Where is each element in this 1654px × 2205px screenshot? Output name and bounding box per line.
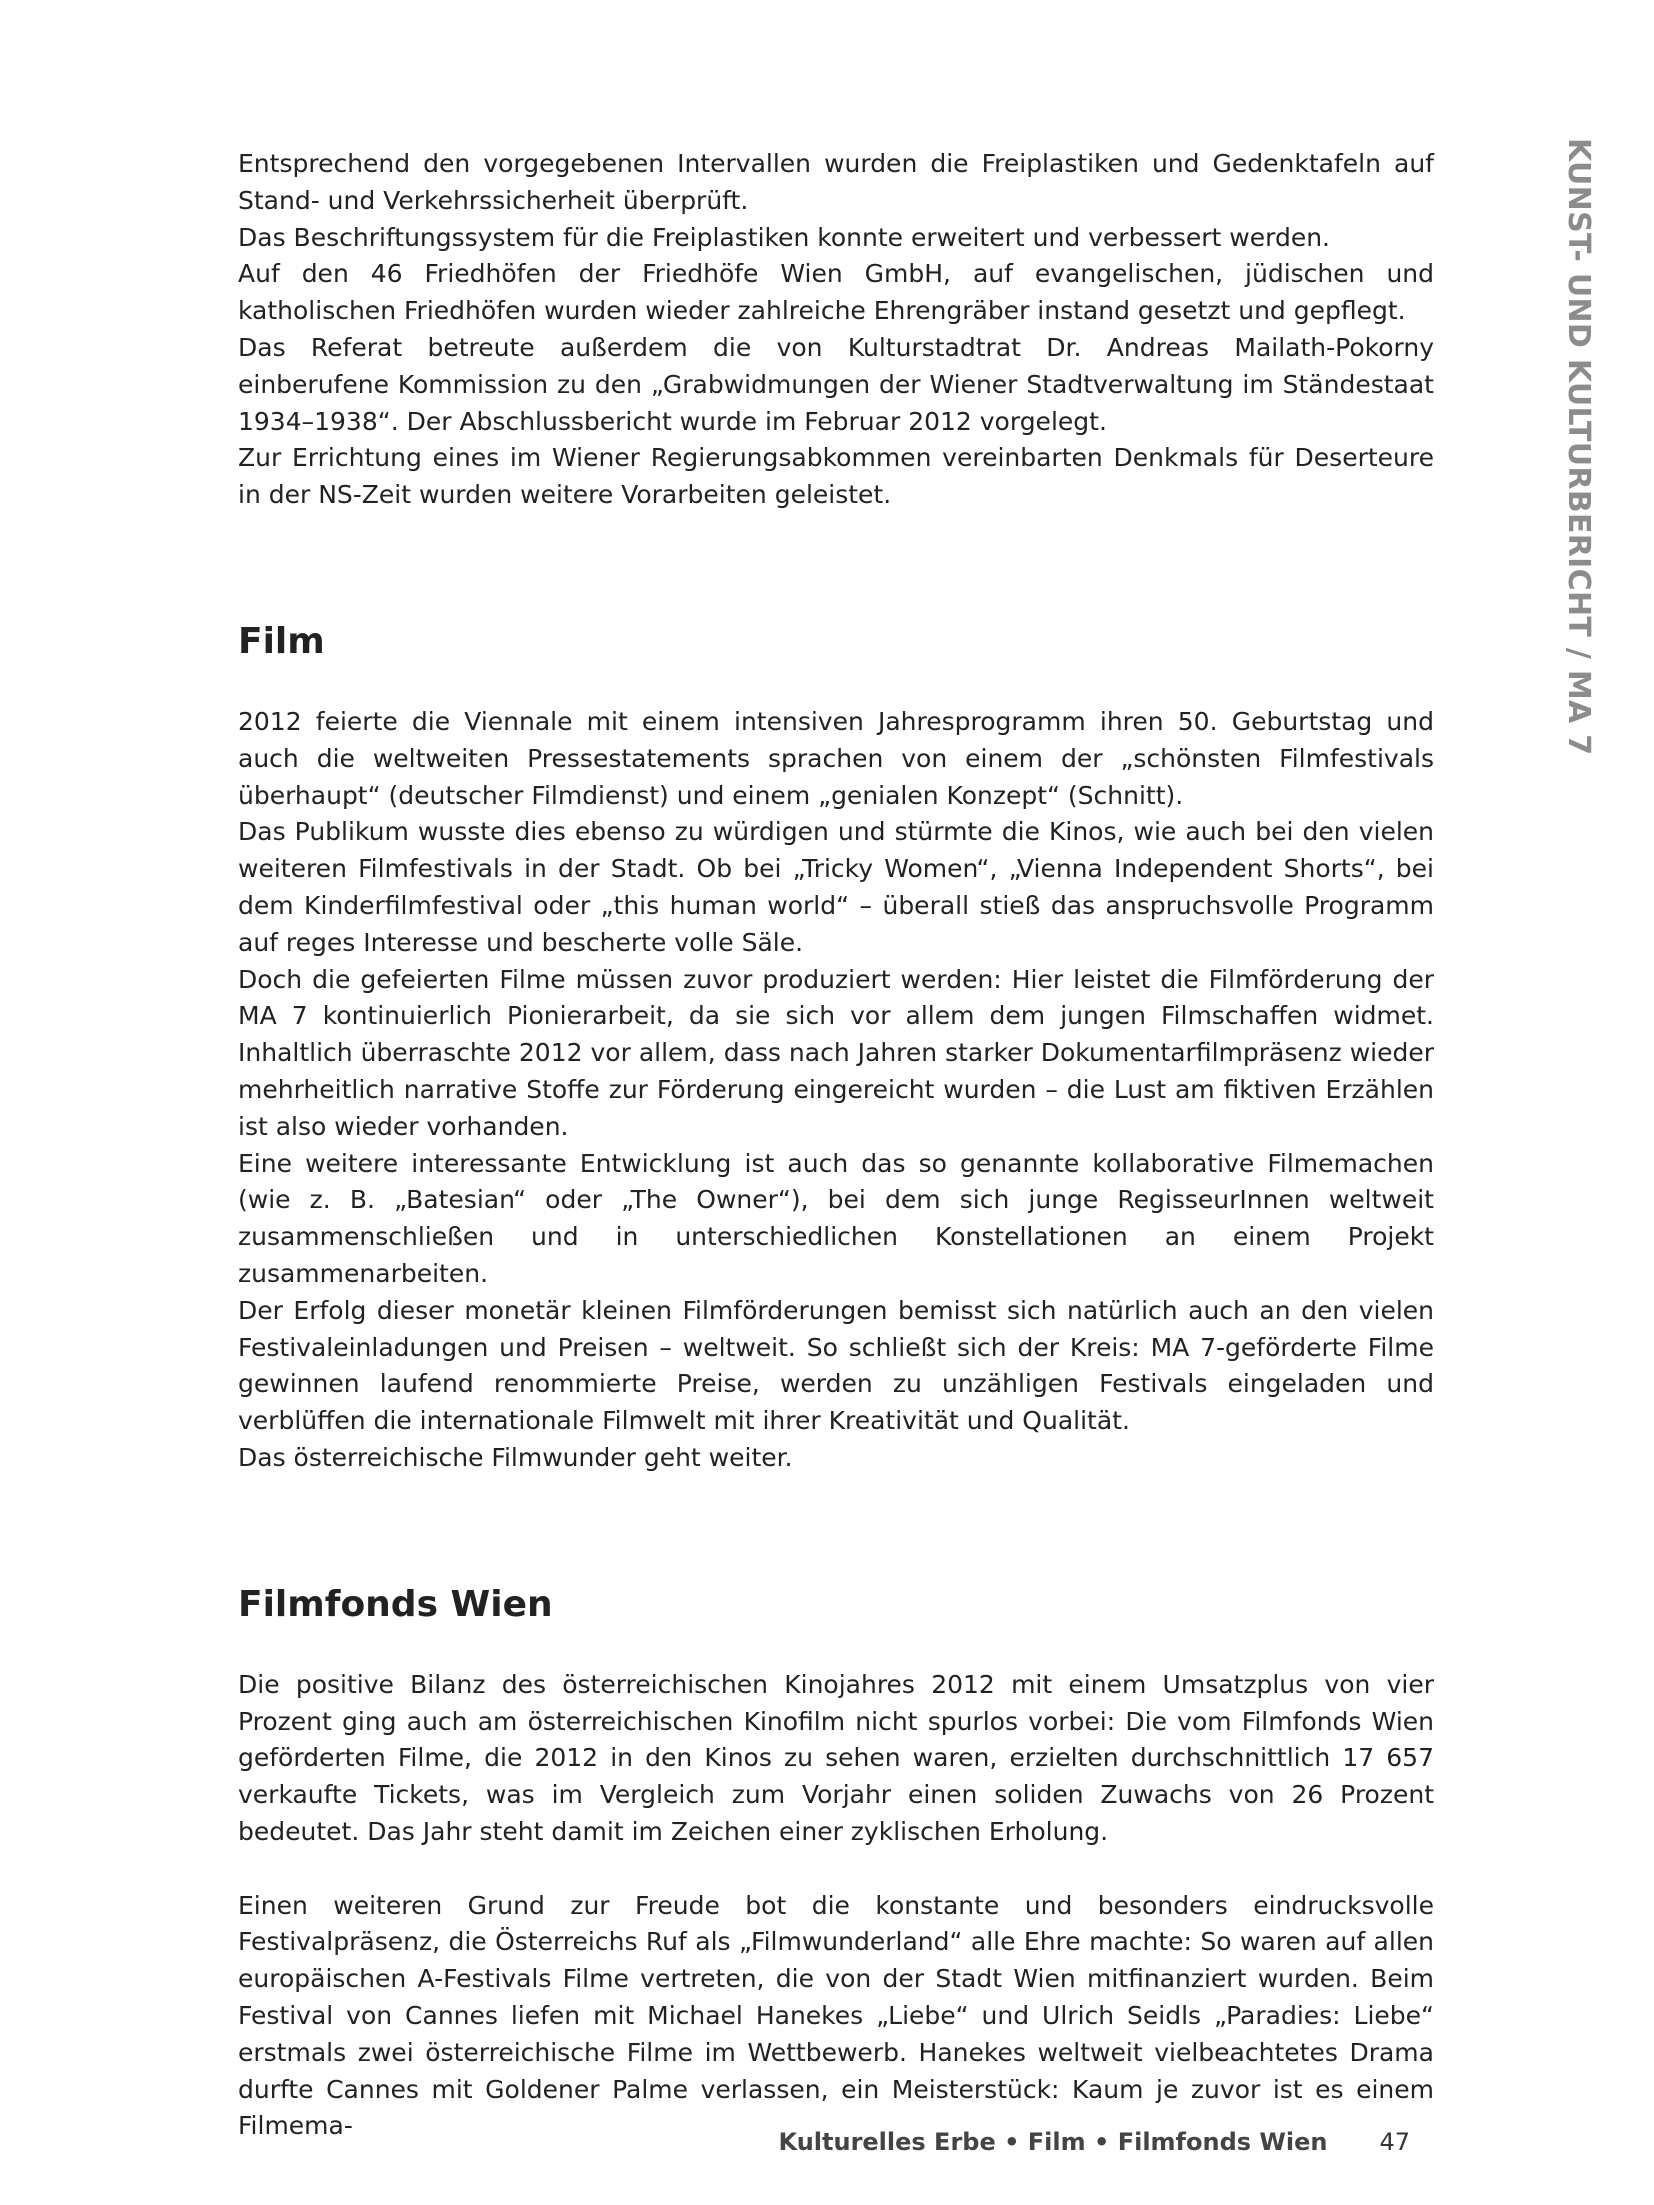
film-paragraph: Der Erfolg dieser monetär kleinen Filmförderungen bemisst sich natürlich auch an den vielen Festivaleinladungen und Preisen – weltweit. So schließt sich der Kreis: MA 7-geförderte Filme gewinnen laufend renommierte Preise, werden zu unzähligen Festivals eingeladen und verblüffen die internationale Filmwelt mit ihrer Kreativität und Qualität. — [238, 1295, 1434, 1436]
filmfonds-paragraph: Die positive Bilanz des österreichischen Kinojahres 2012 mit einem Umsatzplus von vier Prozent ging auch am österreichischen Kinofilm nicht spurlos vorbei: Die vom Filmfonds Wien geförderten Filme, die 2012 in den Kinos zu sehen waren, erzielten durchschnittlich 17 657 verkaufte Tickets, was im Vergleich zum Vorjahr einen soliden Zuwachs von 26 Prozent bedeutet. Das Jahr steht damit im Zeichen einer zyklischen Erholung. — [238, 1669, 1434, 1846]
intro-paragraph: Das Referat betreute außerdem die von Kulturstadtrat Dr. Andreas Mailath-Pokorny einberufene Kommission zu den „Grabwidmungen der Wiener Stadtverwaltung im Ständestaat 1934–1938“. Der Abschlussbericht wurde im Februar 2012 vorgelegt. — [238, 332, 1434, 436]
page-footer — [779, 2128, 1410, 2156]
film-paragraph: Das österreichische Filmwunder geht weiter. — [238, 1442, 793, 1472]
intro-paragraph: Entsprechend den vorgegebenen Intervallen wurden die Freiplastiken und Gedenktafeln auf Stand- und Verkehrssicherheit überprüft. — [238, 149, 1434, 215]
intro-paragraph: Zur Errichtung eines im Wiener Regierungsabkommen vereinbarten Denkmals für Deserteure in der NS-Zeit wurden weitere Vorarbeiten geleistet. — [238, 443, 1434, 510]
film-paragraph: Das Publikum wusste dies ebenso zu würdigen und stürmte die Kinos, wie auch bei den vielen weiteren Filmfestivals in der Stadt. Ob bei „Tricky Women“, „Vienna Independent Shorts“, bei dem Kinderfilmfestival oder „this human world“ – überall stieß das anspruchsvolle Programm auf reges Interesse und bescherte volle Säle. — [238, 817, 1434, 957]
filmfonds-heading: Filmfonds Wien — [238, 1583, 553, 1625]
film-paragraph: Eine weitere interessante Entwicklung ist auch das so genannte kollaborative Filmemachen (wie z. B. „Batesian“ oder „The Owner“), bei dem sich junge RegisseurInnen weltweit zusammenschließen und in unterschiedlichen Konstellationen an einem Projekt zusammenarbeiten. — [238, 1148, 1434, 1288]
film-section — [238, 620, 1434, 1477]
filmfonds-section — [238, 1583, 1434, 2146]
intro-paragraph: Auf den 46 Friedhöfen der Friedhöfe Wien GmbH, auf evangelischen, jüdischen und katholischen Friedhöfen wurden wieder zahlreiche Ehrengräber instand gesetzt und gepflegt. — [238, 259, 1434, 326]
film-paragraph: 2012 feierte die Viennale mit einem intensiven Jahresprogramm ihren 50. Geburtstag und auch die weltweiten Pressestatements sprachen von einem der „schönsten Filmfestivals überhaupt“ (deutscher Filmdienst) und einem „genialen Konzept“ (Schnitt). — [238, 706, 1434, 810]
film-paragraph: Doch die gefeierten Filme müssen zuvor produziert werden: Hier leistet die Filmförderung der MA 7 kontinuierlich Pionierarbeit, da sie sich vor allem dem jungen Filmschaffen widmet. Inhaltlich überraschte 2012 vor allem, dass nach Jahren starker Dokumentarfilmpräsenz wieder mehrheitlich narrative Stoffe zur Förderung eingereicht wurden – die Lust am fiktiven Erzählen ist also wieder vorhanden. — [238, 964, 1434, 1141]
filmfonds-paragraph: Einen weiteren Grund zur Freude bot die konstante und besonders eindrucksvolle Festivalpräsenz, die Österreichs Ruf als „Filmwunderland“ alle Ehre machte: So waren auf allen europäischen A-Festivals Filme vertreten, die von der Stadt Wien mitfinanziert wurden. Beim Festival von Cannes liefen mit Michael Hanekes „Liebe“ und Ulrich Seidls „Paradies: Liebe“ erstmals zwei österreichische Filme im Wettbewerb. Hanekes weltweit vielbeachtetes Drama durfte Cannes mit Goldener Palme verlassen, ein Meisterstück: Kaum je zuvor ist es einem Filmema- — [238, 1890, 1434, 2141]
film-heading: Film — [238, 620, 325, 662]
side-running-title: KUNST- UND KULTURBERICHT / MA 7 — [1561, 138, 1596, 756]
page-number: 47 — [1379, 2128, 1410, 2156]
footer-breadcrumb: Kulturelles Erbe • Film • Filmfonds Wien — [778, 2128, 1328, 2156]
intro-section — [238, 146, 1434, 514]
page-content — [238, 146, 1434, 2145]
intro-paragraph: Das Beschriftungssystem für die Freiplastiken konnte erweitert und verbessert werden. — [238, 222, 1331, 252]
